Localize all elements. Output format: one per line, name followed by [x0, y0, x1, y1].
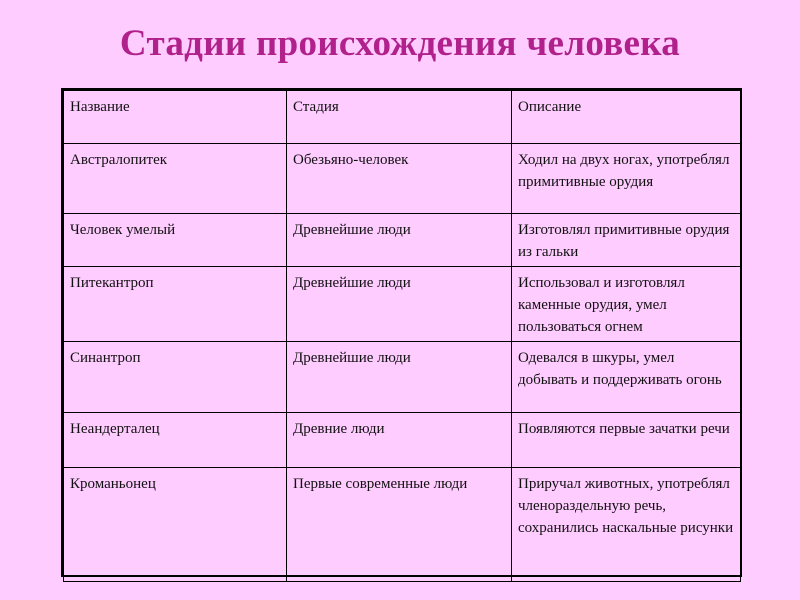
cell-name: Синантроп: [64, 342, 287, 413]
header-description: Описание: [512, 91, 741, 144]
table-row: [64, 342, 741, 413]
cell-stage: Обезьяно-человек: [287, 144, 512, 214]
table-row: [64, 144, 741, 214]
cell-name: Питекантроп: [64, 267, 287, 342]
table-row: [64, 413, 741, 468]
cell-stage: Первые современные люди: [287, 468, 512, 582]
table-header-row: [64, 91, 741, 144]
cell-description: Ходил на двух ногах, употреблял примитивные орудия: [512, 144, 741, 214]
table-row: [64, 214, 741, 267]
cell-description: Появляются первые зачатки речи: [512, 413, 741, 468]
header-stage: Стадия: [287, 91, 512, 144]
cell-stage: Древние люди: [287, 413, 512, 468]
stages-table-grid: [63, 90, 741, 582]
slide-title: Стадии происхождения человека: [119, 23, 681, 64]
cell-description: Использовал и изготовлял каменные орудия, умел пользоваться огнем: [512, 267, 741, 342]
cell-name: Австралопитек: [64, 144, 287, 214]
cell-stage: Древнейшие люди: [287, 267, 512, 342]
table-row: [64, 468, 741, 582]
cell-stage: Древнейшие люди: [287, 342, 512, 413]
cell-name: Кроманьонец: [64, 468, 287, 582]
header-name: Название: [64, 91, 287, 144]
table-row: [64, 267, 741, 342]
cell-description: Изготовлял примитивные орудия из гальки: [512, 214, 741, 267]
cell-name: Неандерталец: [64, 413, 287, 468]
cell-description: Приручал животных, употреблял членораздельную речь, сохранились наскальные рисунки: [512, 468, 741, 582]
cell-stage: Древнейшие люди: [287, 214, 512, 267]
cell-description: Одевался в шкуры, умел добывать и поддерживать огонь: [512, 342, 741, 413]
cell-name: Человек умелый: [64, 214, 287, 267]
stages-table: [61, 88, 742, 577]
